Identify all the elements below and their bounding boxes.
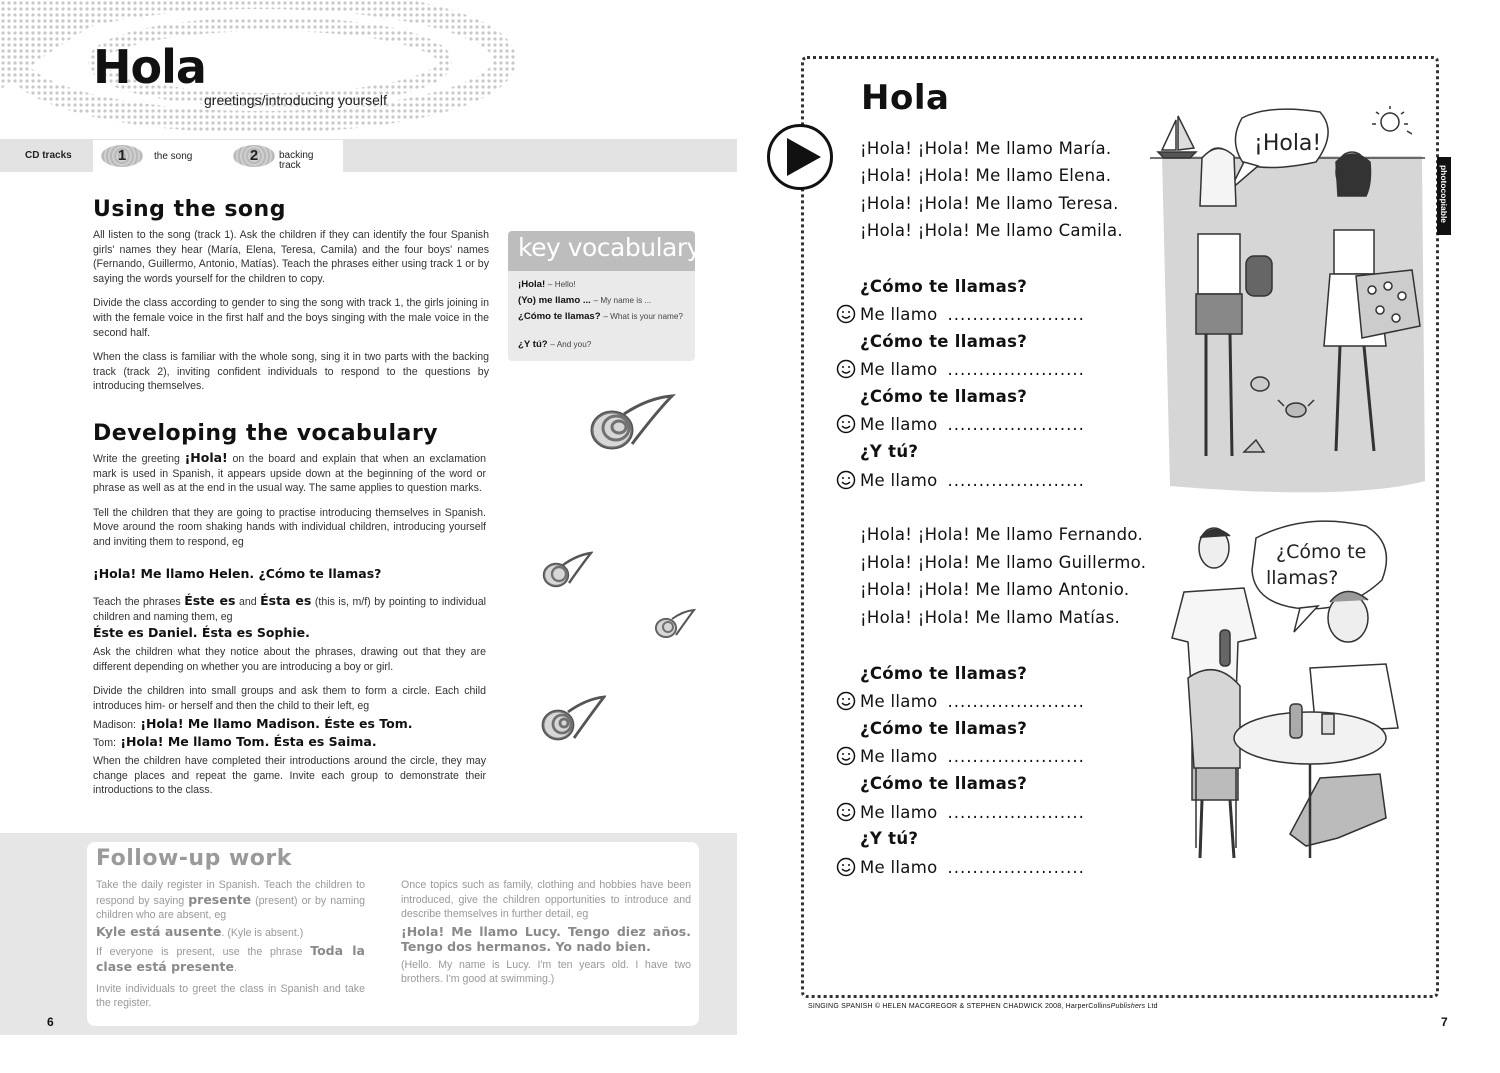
text-run: (present) or by naming children who are absent, eg: [96, 894, 365, 922]
answer-line: [836, 304, 1085, 324]
lyric-line: ¡Hola! ¡Hola! Me llamo Matías.: [860, 608, 1121, 627]
paragraph: If everyone is present, use the phrase Toda la clase está presente.: [96, 943, 365, 974]
smiley-icon: [836, 802, 856, 822]
question-line: ¿Cómo te llamas?: [860, 387, 1028, 406]
track-number: 1: [117, 147, 127, 164]
vocab-es: ¡Hola!: [518, 279, 546, 290]
answer-text: Me llamo: [860, 360, 938, 379]
play-triangle-icon: [770, 127, 830, 187]
vocab-en: – And you?: [550, 340, 592, 349]
answer-text: Me llamo: [860, 858, 938, 877]
sun-icon: [1372, 106, 1412, 134]
paragraph: All listen to the song (track 1). Ask the children if they can identify the four Spanish girls' names they hear (María, Elena, Teresa, Camila) and the four boys' names (Fernando, Guillermo, Antonio, Matías). Teach the phrases either using track 1 or by saying the words yourself for the children to copy.: [93, 229, 489, 285]
paragraph: [96, 878, 365, 923]
answer-blank[interactable]: ......................: [947, 415, 1085, 434]
vocab-es: (Yo) me llamo ...: [518, 295, 591, 306]
text-run: If everyone is present, use the phrase: [96, 946, 303, 959]
line: ¡Hola! Me llamo Madison. Éste es Tom.: [140, 716, 413, 731]
lyric-line: ¡Hola! ¡Hola! Me llamo Teresa.: [860, 194, 1119, 213]
smiley-icon: [836, 304, 856, 324]
section-heading-using-song: Using the song: [93, 197, 286, 222]
cd-tracks-label: CD tracks: [25, 150, 72, 161]
page-number: 7: [1441, 1015, 1448, 1029]
track-number: 2: [249, 147, 259, 164]
vocab-item: [518, 279, 688, 292]
smiley-icon: [836, 857, 856, 877]
example-phrase: ¡Hola! Me llamo Helen. ¿Cómo te llamas?: [93, 566, 382, 581]
lyric-line: ¡Hola! ¡Hola! Me llamo Camila.: [860, 221, 1123, 240]
dialogue-line: [93, 734, 377, 749]
paragraph: Tell the children that they are going to practise introducing themselves in Spanish. Move around the room shaking hands with individual children, introducing yourself and inviting them to respond, eg: [93, 506, 486, 548]
seashell-icon: [541, 551, 593, 589]
vocab-en: – What is your name?: [603, 312, 683, 321]
paragraph: [96, 925, 365, 941]
text-run: (this is, m/f) by pointing to individual children and naming them, eg: [93, 596, 486, 623]
speech-bubble-text: llamas?: [1266, 567, 1339, 589]
question-line: ¿Y tú?: [860, 829, 919, 848]
follow-up-title: Follow-up work: [96, 846, 292, 871]
smiley-icon: [836, 359, 856, 379]
vocab-en: – My name is ...: [593, 296, 652, 305]
answer-line: [836, 414, 1085, 434]
answer-blank[interactable]: ......................: [947, 692, 1085, 711]
answer-line: [836, 470, 1085, 490]
song-title: Hola: [861, 78, 950, 118]
seashell-icon: [1251, 377, 1269, 391]
vocab-en: – Hello!: [547, 280, 576, 289]
smiley-icon: [836, 746, 856, 766]
track-label: backing: [279, 150, 314, 161]
answer-line: [836, 802, 1085, 822]
paragraph: Once topics such as family, clothing and hobbies have been introduced, give the children opportunities to introduce and describe themselves in further detail, eg: [401, 879, 691, 921]
follow-up-column-2: [401, 878, 691, 993]
answer-text: Me llamo: [860, 803, 938, 822]
developing-text-4: [93, 754, 486, 808]
answer-blank[interactable]: ......................: [947, 747, 1085, 766]
question-line: ¿Cómo te llamas?: [860, 719, 1028, 738]
using-song-text: [93, 228, 489, 404]
paragraph: Invite individuals to greet the class in Spanish and take the register.: [96, 982, 365, 1010]
paragraph: Divide the class according to gender to sing the song with track 1, the girls joining in with the female voice in the first half and the boys singing with the male voice in the second half.: [93, 297, 489, 339]
speech-bubble-text: ¿Cómo te: [1276, 541, 1367, 563]
answer-line: [836, 857, 1085, 877]
copyright-text: SINGING SPANISH © HELEN MACGREGOR & STEPHEN CHADWICK 2008, HarperCollins: [808, 1003, 1111, 1010]
copyright-notice: [808, 1003, 1158, 1010]
decorative-swirl: [0, 0, 520, 135]
lyric-line: ¡Hola! ¡Hola! Me llamo María.: [860, 139, 1112, 158]
dialogue-line: [93, 716, 413, 731]
girls-beach-illustration: [1150, 106, 1440, 498]
paragraph: [93, 594, 486, 624]
section-heading-developing-vocabulary: Developing the vocabulary: [93, 421, 439, 446]
speaker: Tom:: [93, 737, 116, 749]
follow-up-column-1: [96, 878, 365, 1017]
boys-cafe-illustration: [1166, 518, 1426, 880]
answer-blank[interactable]: ......................: [947, 471, 1085, 490]
spanish-example: ¡Hola! Me llamo Lucy. Tengo diez años. Tengo dos hermanos. Yo nado bien.: [401, 923, 691, 954]
spanish-term: presente: [188, 891, 252, 907]
answer-line: [836, 691, 1085, 711]
vocab-item: [518, 311, 688, 324]
lyric-line: ¡Hola! ¡Hola! Me llamo Elena.: [860, 166, 1112, 185]
vocab-es: ¿Cómo te llamas?: [518, 311, 601, 322]
spanish-term: Toda la clase está presente: [96, 943, 365, 974]
question-line: ¿Cómo te llamas?: [860, 774, 1028, 793]
play-icon[interactable]: [767, 124, 833, 190]
paragraph: Divide the children into small groups and ask them to form a circle. Each child introduces him- or herself and then the child to their left, eg: [93, 685, 486, 712]
copyright-text: Ltd: [1145, 1003, 1158, 1010]
line: ¡Hola! Me llamo Tom. Ésta es Saima.: [120, 734, 377, 749]
answer-text: Me llamo: [860, 747, 938, 766]
seashell-icon: [588, 392, 678, 454]
answer-blank[interactable]: ......................: [947, 803, 1085, 822]
spanish-term: Kyle está ausente: [96, 923, 222, 939]
smiley-icon: [836, 414, 856, 434]
question-line: ¿Cómo te llamas?: [860, 277, 1028, 296]
vocab-item: [518, 295, 688, 308]
photocopiable-label: photocopiable: [1439, 164, 1449, 224]
vocab-item: [518, 339, 688, 352]
paragraph: When the children have completed their introductions around the circle, they may change places and repeat the game. Invite each group to demonstrate their introductions to the class.: [93, 755, 486, 797]
paragraph: [93, 451, 486, 496]
developing-text-3: [93, 645, 486, 713]
answer-text: Me llamo: [860, 692, 938, 711]
answer-blank[interactable]: ......................: [947, 360, 1085, 379]
page-number: 6: [47, 1015, 54, 1029]
example-phrase: Éste es Daniel. Ésta es Sophie.: [93, 625, 310, 640]
smiley-icon: [836, 691, 856, 711]
developing-text-2: [93, 594, 486, 624]
answer-blank[interactable]: ......................: [947, 305, 1085, 324]
vocab-es: ¿Y tú?: [518, 339, 548, 350]
answer-line: [836, 746, 1085, 766]
seashell-icon: [540, 694, 606, 744]
text-run: and: [238, 596, 257, 608]
answer-blank[interactable]: ......................: [947, 858, 1085, 877]
page-subtitle: greetings/introducing yourself: [204, 92, 387, 108]
speaker: Madison:: [93, 719, 136, 731]
key-vocabulary-title: key vocabulary: [518, 233, 701, 262]
text-run: Teach the phrases: [93, 596, 181, 608]
developing-text-1: [93, 451, 486, 550]
text-run: Take the daily register in Spanish. Teach the children to respond by saying: [96, 879, 365, 907]
sailboat-icon: [1158, 116, 1196, 158]
spanish-term: Ésta es: [260, 593, 312, 608]
page-title: Hola: [93, 40, 206, 94]
question-line: ¿Y tú?: [860, 442, 919, 461]
question-line: ¿Cómo te llamas?: [860, 332, 1028, 351]
answer-text: Me llamo: [860, 471, 938, 490]
speech-bubble-text: ¡Hola!: [1254, 131, 1322, 156]
answer-text: Me llamo: [860, 415, 938, 434]
seashell-icon: [654, 608, 696, 640]
lyric-line: ¡Hola! ¡Hola! Me llamo Guillermo.: [860, 553, 1147, 572]
text-run: on the board and explain that when an exclamation mark is used in Spanish, it appears upside down at the beginning of the word or phrase as well as at the end in the usual way. The same applies to question marks.: [93, 453, 486, 495]
track-label: track: [279, 160, 301, 171]
paragraph: (Hello. My name is Lucy. I'm ten years old. I have two brothers. I'm good at swimming.): [401, 958, 691, 986]
question-line: ¿Cómo te llamas?: [860, 664, 1028, 683]
spanish-term: ¡Hola!: [184, 450, 228, 465]
copyright-text: Publishers: [1110, 1003, 1146, 1010]
track-label: the song: [154, 151, 193, 162]
paragraph: When the class is familiar with the whole song, sing it in two parts with the backing track (track 2), inviting confident individuals to respond to the questions by introducing themselves.: [93, 351, 489, 393]
text-run: Write the greeting: [93, 453, 180, 465]
text-run: . (Kyle is absent.): [221, 926, 304, 939]
lyric-line: ¡Hola! ¡Hola! Me llamo Antonio.: [860, 580, 1130, 599]
answer-line: [836, 359, 1085, 379]
paragraph: Ask the children what they notice about the phrases, drawing out that they are different depending on whether you are introducing a boy or girl.: [93, 646, 486, 673]
lyric-line: ¡Hola! ¡Hola! Me llamo Fernando.: [860, 525, 1144, 544]
spanish-term: Éste es: [184, 593, 236, 608]
smiley-icon: [836, 470, 856, 490]
answer-text: Me llamo: [860, 305, 938, 324]
